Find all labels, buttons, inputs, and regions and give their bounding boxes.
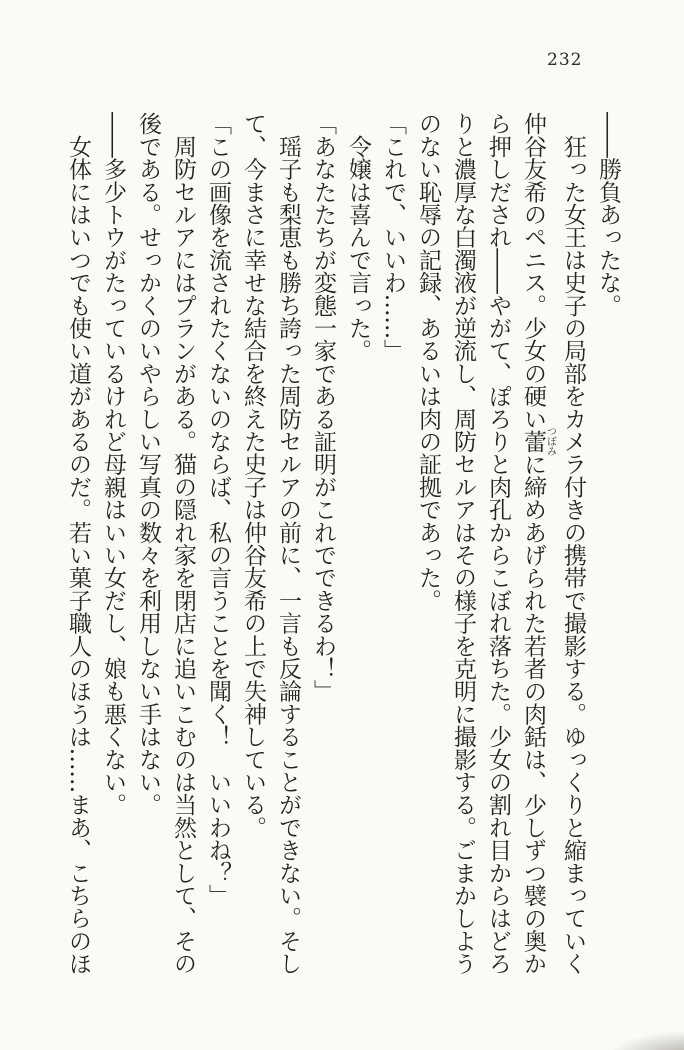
text-run: 後である。せっかくのいやらしい写真の数々を利用しない手はない。 xyxy=(135,112,161,816)
text-line xyxy=(305,112,340,992)
text-line xyxy=(270,112,305,992)
text-run: 瑶子も梨恵も勝ち誇った周防セルアの前に、一言も反論することができない。そし xyxy=(275,112,301,975)
text-line xyxy=(480,112,515,992)
text-line xyxy=(95,112,130,992)
text-line xyxy=(60,112,95,992)
text-run: 周防セルアにはプランがある。猫の隠れ家を閉店に追いこむのは当然として、その xyxy=(170,112,196,975)
text-run: ――多少トウがたっているけれど母親はいい女だし、娘も悪くない。 xyxy=(100,112,126,816)
text-run: 狂った女王は史子の局部をカメラ付きの携帯で撮影する。ゆっくりと縮まっていく xyxy=(560,112,586,975)
text-run: 仲谷友希のペニス。少女の硬い xyxy=(520,112,546,430)
text-line xyxy=(555,112,590,992)
ruby-annotated-word: 蕾つぼみ xyxy=(520,426,556,457)
text-line xyxy=(130,112,165,992)
text-line xyxy=(445,112,480,992)
text-line xyxy=(165,112,200,992)
text-line xyxy=(200,112,235,992)
text-line xyxy=(590,112,625,992)
text-run: ――勝負あったな。 xyxy=(595,112,621,317)
text-line xyxy=(235,112,270,992)
page-number: 232 xyxy=(547,50,583,70)
text-run: のない恥辱の記録、あるいは肉の証拠であった。 xyxy=(415,112,441,612)
text-run: に締めあげられた若者の肉銛は、少しずつ襞の奥か xyxy=(520,452,546,975)
text-run: りと濃厚な白濁液が逆流し、周防セルアはその様子を克明に撮影する。ごまかしよう xyxy=(450,112,476,975)
text-line xyxy=(340,112,375,992)
scan-corner-shadow xyxy=(599,1028,684,1050)
text-line xyxy=(515,112,555,992)
text-run: て、今まさに幸せな結合を終えた史子は仲谷友希の上で失神している。 xyxy=(240,112,266,839)
text-run: 「あなたたちが変態一家である証明がこれでできるわ！」 xyxy=(310,112,336,703)
text-run: 女体にはいつでも使い道があるのだ。若い菓子職人のほうは……まあ、こちらのほ xyxy=(65,112,91,975)
text-line xyxy=(410,112,445,992)
page-text xyxy=(60,112,625,992)
text-run: 「この画像を流されたくないのならば、私の言うことを聞く！ いいわね？」 xyxy=(205,112,231,907)
text-run: ら押しだされ――やがて、ぽろりと肉孔からこぼれ落ちた。少女の割れ目からはどろ xyxy=(485,112,511,975)
text-run: 「これで、いいわ……」 xyxy=(380,112,406,362)
text-line xyxy=(375,112,410,992)
text-run: 令嬢は喜んで言った。 xyxy=(345,112,371,362)
